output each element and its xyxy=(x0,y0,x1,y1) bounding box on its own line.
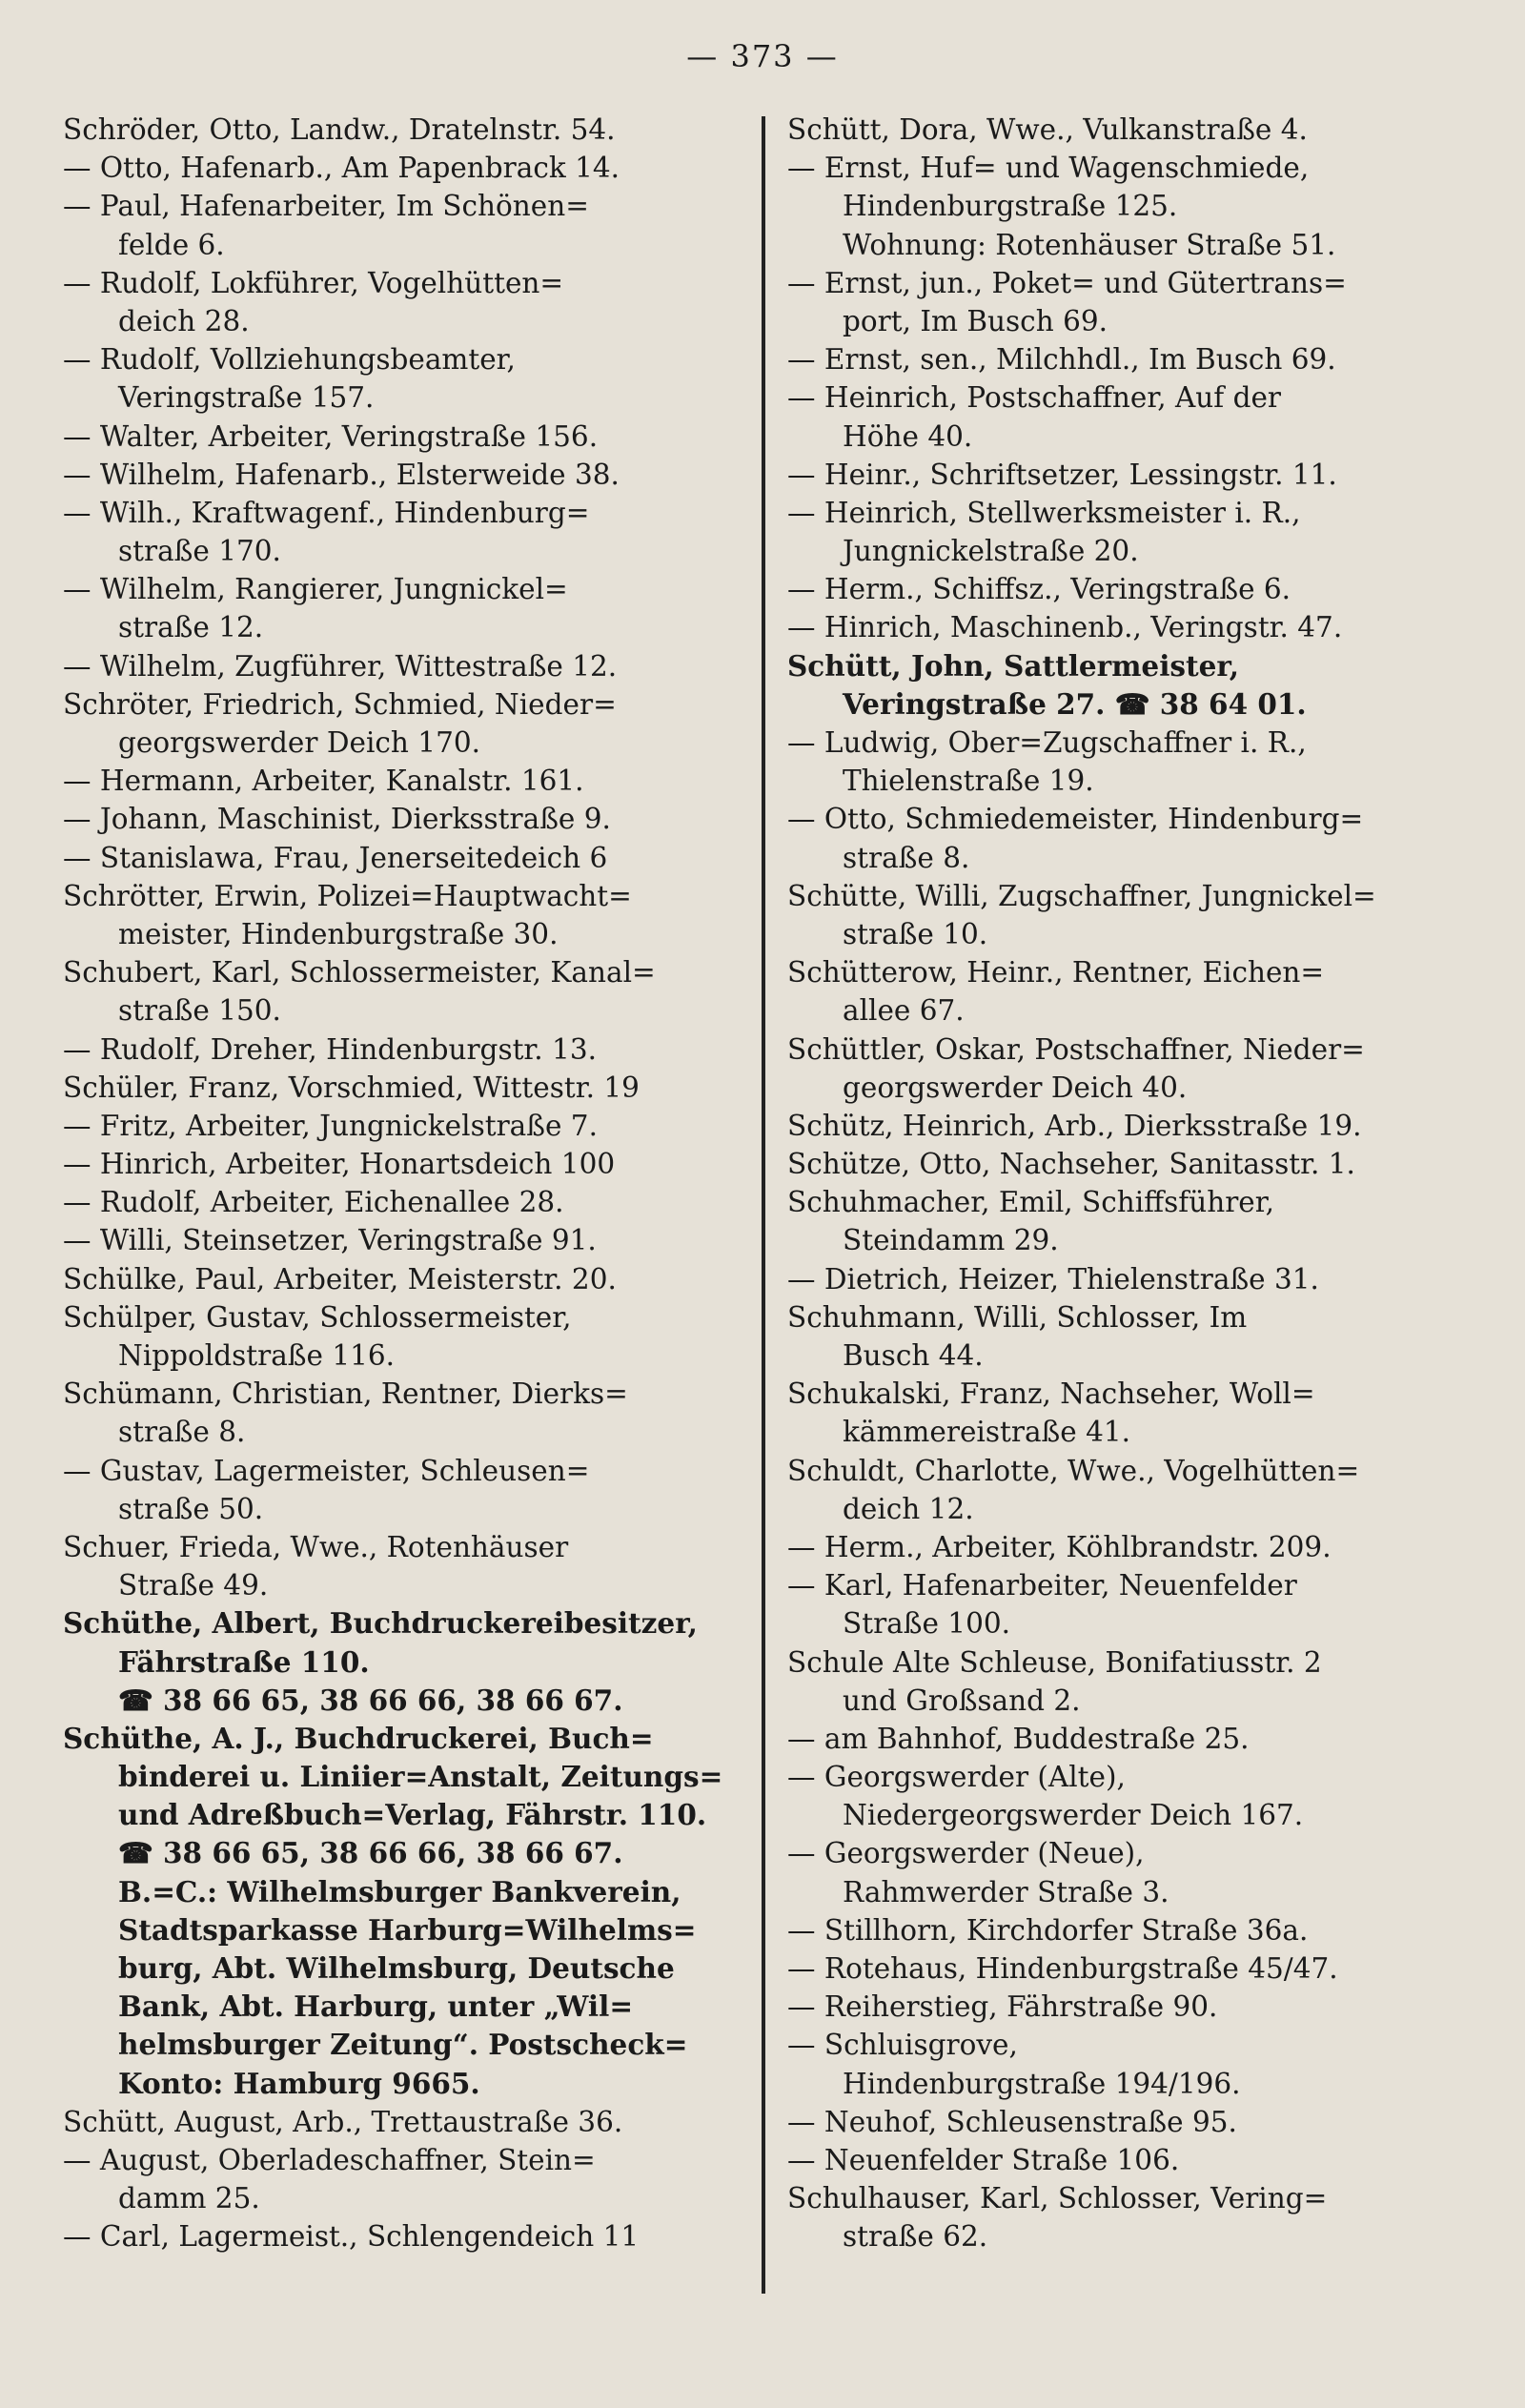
directory-line: — Rudolf, Vollziehungsbeamter, xyxy=(63,343,516,377)
directory-line: ☎ 38 66 65, 38 66 66, 38 66 67. xyxy=(118,1683,623,1717)
directory-line: Schuldt, Charlotte, Wwe., Vogelhütten= xyxy=(787,1454,1360,1487)
directory-line: Busch 44. xyxy=(843,1339,984,1372)
directory-line: straße 8. xyxy=(843,841,970,874)
page-number: — 373 — xyxy=(686,38,839,74)
directory-line: — Schluisgrove, xyxy=(787,2029,1018,2062)
directory-line: — Hermann, Arbeiter, Kanalstr. 161. xyxy=(63,765,584,798)
directory-line: — Ernst, sen., Milchhdl., Im Busch 69. xyxy=(787,343,1336,377)
directory-line: — am Bahnhof, Buddestraße 25. xyxy=(787,1722,1250,1755)
directory-line: georgswerder Deich 40. xyxy=(843,1071,1188,1104)
directory-line: Bank, Abt. Harburg, unter „Wil= xyxy=(118,1990,634,2024)
directory-line: Jungnickelstraße 20. xyxy=(843,535,1139,568)
directory-line: Veringstraße 157. xyxy=(118,381,375,415)
directory-line: Schukalski, Franz, Nachseher, Woll= xyxy=(787,1377,1315,1411)
directory-line: — Dietrich, Heizer, Thielenstraße 31. xyxy=(787,1262,1319,1296)
directory-line: — Willi, Steinsetzer, Veringstraße 91. xyxy=(63,1224,597,1257)
directory-line: — Ernst, Huf= und Wagenschmiede, xyxy=(787,152,1310,185)
directory-line: — Reiherstieg, Fährstraße 90. xyxy=(787,1990,1218,2024)
directory-line: Schütt, August, Arb., Trettaustraße 36. xyxy=(63,2105,623,2138)
directory-line: Straße 49. xyxy=(118,1569,269,1602)
directory-line: — Wilhelm, Hafenarb., Elsterweide 38. xyxy=(63,458,620,491)
directory-line: georgswerder Deich 170. xyxy=(118,726,480,759)
directory-line: — Wilhelm, Zugführer, Wittestraße 12. xyxy=(63,649,618,683)
directory-line: und Großsand 2. xyxy=(843,1684,1081,1717)
directory-line: — Hinrich, Maschinenb., Veringstr. 47. xyxy=(787,611,1343,644)
directory-line: Schuer, Frieda, Wwe., Rotenhäuser xyxy=(63,1530,569,1563)
directory-line: kämmereistraße 41. xyxy=(843,1416,1131,1449)
directory-line: Hindenburgstraße 194/196. xyxy=(843,2067,1241,2100)
directory-line: Niedergeorgswerder Deich 167. xyxy=(843,1799,1304,1832)
directory-line: Schüler, Franz, Vorschmied, Wittestr. 19 xyxy=(63,1071,640,1104)
directory-line: ☎ 38 66 65, 38 66 66, 38 66 67. xyxy=(118,1836,623,1870)
directory-line: Schule Alte Schleuse, Bonifatiusstr. 2 xyxy=(787,1645,1322,1679)
directory-line: straße 170. xyxy=(118,535,281,568)
directory-line: — August, Oberladeschaffner, Stein= xyxy=(63,2143,596,2176)
directory-line: Straße 100. xyxy=(843,1607,1010,1641)
directory-line: deich 12. xyxy=(843,1492,974,1525)
directory-line: Schröder, Otto, Landw., Dratelnstr. 54. xyxy=(63,113,616,146)
directory-line: Schütz, Heinrich, Arb., Dierksstraße 19. xyxy=(787,1109,1362,1142)
directory-line: straße 50. xyxy=(118,1492,264,1525)
directory-line: — Hinrich, Arbeiter, Honartsdeich 100 xyxy=(63,1148,616,1181)
directory-line: straße 150. xyxy=(118,994,281,1028)
directory-line: — Rotehaus, Hindenburgstraße 45/47. xyxy=(787,1952,1338,1985)
directory-line: Hindenburgstraße 125. xyxy=(843,190,1178,223)
directory-line: und Adreßbuch=Verlag, Fährstr. 110. xyxy=(118,1798,707,1832)
directory-line: Schüthe, Albert, Buchdruckereibesitzer, xyxy=(63,1606,698,1641)
directory-line: — Rudolf, Arbeiter, Eichenallee 28. xyxy=(63,1186,564,1219)
directory-line: — Stanislawa, Frau, Jenerseitedeich 6 xyxy=(63,841,608,874)
directory-line: burg, Abt. Wilhelmsburg, Deutsche xyxy=(118,1951,675,1985)
directory-line: Schulhauser, Karl, Schlosser, Vering= xyxy=(787,2182,1328,2215)
directory-line: Schütterow, Heinr., Rentner, Eichen= xyxy=(787,956,1325,990)
directory-line: B.=C.: Wilhelmsburger Bankverein, xyxy=(118,1874,681,1908)
directory-line: — Stillhorn, Kirchdorfer Straße 36a. xyxy=(787,1913,1309,1947)
directory-line: Stadtsparkasse Harburg=Wilhelms= xyxy=(118,1912,697,1947)
directory-line: Schümann, Christian, Rentner, Dierks= xyxy=(63,1377,628,1411)
directory-line: — Otto, Schmiedemeister, Hindenburg= xyxy=(787,803,1364,836)
directory-line: Schülper, Gustav, Schlossermeister, xyxy=(63,1300,572,1334)
directory-line: — Ernst, jun., Poket= und Gütertrans= xyxy=(787,266,1347,299)
directory-line: — Otto, Hafenarb., Am Papenbrack 14. xyxy=(63,152,620,185)
directory-line: straße 10. xyxy=(843,917,988,950)
directory-line: Schütt, John, Sattlermeister, xyxy=(787,648,1240,683)
directory-line: — Herm., Schiffsz., Veringstraße 6. xyxy=(787,573,1291,606)
directory-line: — Gustav, Lagermeister, Schleusen= xyxy=(63,1454,590,1487)
directory-line: Schrötter, Erwin, Polizei=Hauptwacht= xyxy=(63,879,632,912)
directory-line: — Neuenfelder Straße 106. xyxy=(787,2143,1180,2176)
directory-line: allee 67. xyxy=(843,994,965,1028)
directory-line: — Rudolf, Dreher, Hindenburgstr. 13. xyxy=(63,1032,597,1066)
directory-line: felde 6. xyxy=(118,228,225,261)
directory-line: — Paul, Hafenarbeiter, Im Schönen= xyxy=(63,190,589,223)
directory-line: Veringstraße 27. ☎ 38 64 01. xyxy=(843,686,1307,721)
directory-line: straße 12. xyxy=(118,611,264,644)
directory-line: Schuhmacher, Emil, Schiffsführer, xyxy=(787,1186,1274,1219)
directory-line: — Herm., Arbeiter, Köhlbrandstr. 209. xyxy=(787,1530,1332,1563)
directory-line: Schubert, Karl, Schlossermeister, Kanal= xyxy=(63,956,656,990)
directory-line: — Wilhelm, Rangierer, Jungnickel= xyxy=(63,573,568,606)
directory-line: — Georgswerder (Alte), xyxy=(787,1761,1126,1794)
directory-line: — Heinrich, Postschaffner, Auf der xyxy=(787,381,1282,415)
directory-line: — Fritz, Arbeiter, Jungnickelstraße 7. xyxy=(63,1109,598,1142)
directory-line: — Ludwig, Ober=Zugschaffner i. R., xyxy=(787,726,1307,759)
directory-line: — Carl, Lagermeist., Schlengendeich 11 xyxy=(63,2220,640,2254)
directory-line: port, Im Busch 69. xyxy=(843,304,1108,337)
directory-line: Rahmwerder Straße 3. xyxy=(843,1875,1169,1908)
directory-line: Schütte, Willi, Zugschaffner, Jungnickel= xyxy=(787,879,1376,912)
directory-line: — Heinr., Schriftsetzer, Lessingstr. 11. xyxy=(787,458,1337,491)
left-column xyxy=(63,111,747,2256)
directory-line: — Wilh., Kraftwagenf., Hindenburg= xyxy=(63,496,590,529)
directory-line: Steindamm 29. xyxy=(843,1224,1059,1257)
directory-line: meister, Hindenburgstraße 30. xyxy=(118,917,559,950)
directory-line: Thielenstraße 19. xyxy=(843,765,1094,798)
directory-line: Schütze, Otto, Nachseher, Sanitasstr. 1. xyxy=(787,1148,1355,1181)
directory-line: helmsburger Zeitung“. Postscheck= xyxy=(118,2028,688,2062)
directory-line: — Karl, Hafenarbeiter, Neuenfelder xyxy=(787,1569,1297,1602)
column-divider xyxy=(762,116,765,2294)
directory-line: — Heinrich, Stellwerksmeister i. R., xyxy=(787,496,1301,529)
directory-line: Schülke, Paul, Arbeiter, Meisterstr. 20. xyxy=(63,1262,617,1296)
directory-line: Konto: Hamburg 9665. xyxy=(118,2066,480,2100)
directory-line: Schütt, Dora, Wwe., Vulkanstraße 4. xyxy=(787,113,1308,146)
directory-line: Fährstraße 110. xyxy=(118,1644,370,1679)
directory-line: deich 28. xyxy=(118,304,250,337)
directory-line: binderei u. Liniier=Anstalt, Zeitungs= xyxy=(118,1760,723,1794)
right-column xyxy=(787,111,1454,2256)
directory-line: Schuhmann, Willi, Schlosser, Im xyxy=(787,1300,1248,1334)
directory-line: Schüthe, A. J., Buchdruckerei, Buch= xyxy=(63,1721,654,1755)
directory-line: — Rudolf, Lokführer, Vogelhütten= xyxy=(63,266,564,299)
directory-line: Höhe 40. xyxy=(843,419,973,453)
directory-line: — Georgswerder (Neue), xyxy=(787,1837,1145,1870)
directory-line: damm 25. xyxy=(118,2182,260,2215)
directory-line: Nippoldstraße 116. xyxy=(118,1339,396,1372)
directory-line: — Neuhof, Schleusenstraße 95. xyxy=(787,2105,1237,2138)
directory-line: Schüttler, Oskar, Postschaffner, Nieder= xyxy=(787,1032,1365,1066)
directory-line: — Johann, Maschinist, Dierksstraße 9. xyxy=(63,803,611,836)
directory-line: Wohnung: Rotenhäuser Straße 51. xyxy=(843,228,1336,261)
directory-line: Schröter, Friedrich, Schmied, Nieder= xyxy=(63,687,617,721)
directory-line: — Walter, Arbeiter, Veringstraße 156. xyxy=(63,419,599,453)
directory-line: straße 8. xyxy=(118,1416,246,1449)
directory-line: straße 62. xyxy=(843,2220,988,2254)
